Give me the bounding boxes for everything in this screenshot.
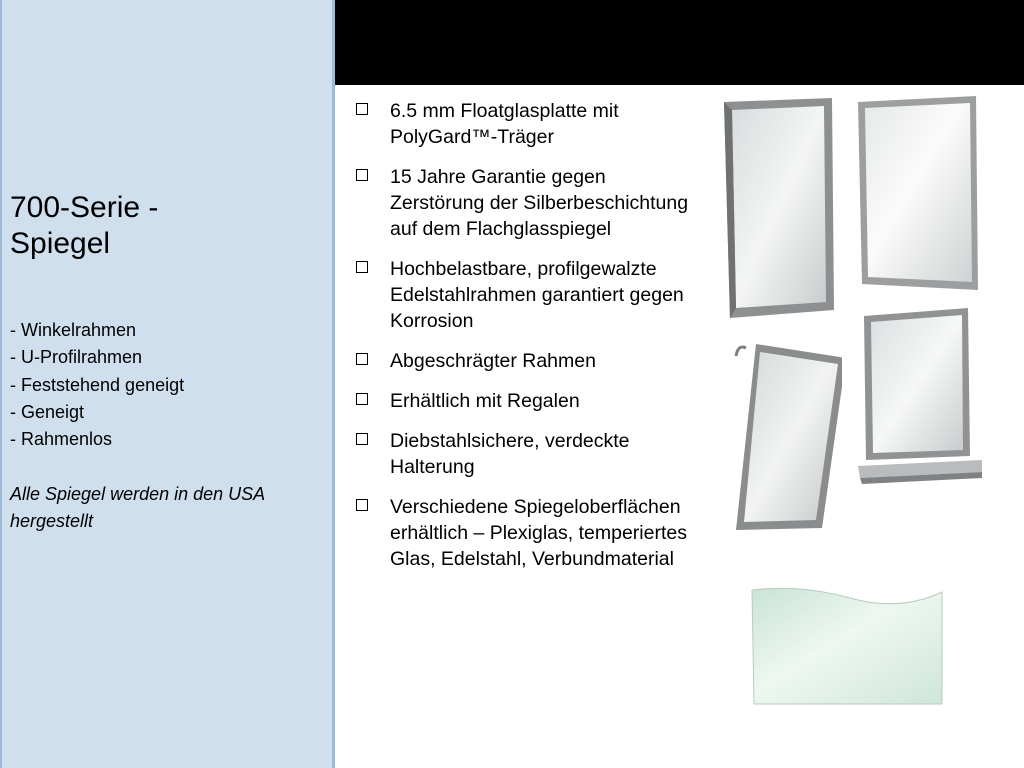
tilt-mirror-image <box>730 340 842 534</box>
channel-frame-mirror-image <box>856 96 982 296</box>
variant-item: - Geneigt <box>10 401 85 422</box>
page-title <box>10 190 310 262</box>
title-line-1: 700-Serie - <box>10 191 159 224</box>
feature-item <box>354 348 699 374</box>
feature-item <box>354 388 699 414</box>
feature-item <box>354 256 699 334</box>
title-line-2: Spiegel <box>10 227 111 260</box>
feature-text: 6.5 mm Floatglasplatte mit PolyGard™-Träger <box>390 100 619 148</box>
feature-text: Diebstahlsichere, verdeckte Halterung <box>390 430 630 478</box>
feature-text: Hochbelastbare, profilgewalzte Edelstahlrahmen garantiert gegen Korrosion <box>390 258 684 332</box>
sidebar-panel <box>0 0 335 768</box>
frameless-mirror-image <box>750 584 944 708</box>
feature-text: Erhältlich mit Regalen <box>390 390 580 412</box>
checkbox-bullet-icon <box>356 353 368 365</box>
feature-list <box>354 98 699 586</box>
checkbox-bullet-icon <box>356 433 368 445</box>
variant-item: - U-Profilrahmen <box>10 347 143 368</box>
variant-item: - Rahmenlos <box>10 429 113 450</box>
feature-text: 15 Jahre Garantie gegen Zerstörung der Silberbeschichtung auf dem Flachglasspiegel <box>390 166 689 240</box>
sidebar-left-edge <box>0 0 2 768</box>
variant-item: - Winkelrahmen <box>10 320 137 340</box>
checkbox-bullet-icon <box>356 261 368 273</box>
variant-item: - Feststehend geneigt <box>10 374 185 395</box>
feature-text: Verschiedene Spiegeloberflächen erhältlich – Plexiglas, temperiertes Glas, Edelstahl, Verbundmaterial <box>390 496 687 570</box>
checkbox-bullet-icon <box>356 499 368 511</box>
feature-item <box>354 98 699 150</box>
made-in-usa-note: Alle Spiegel werden in den USA hergestellt <box>10 484 265 531</box>
feature-item <box>354 164 699 242</box>
variant-list <box>10 317 184 453</box>
header-bar <box>335 0 1024 85</box>
checkbox-bullet-icon <box>356 393 368 405</box>
angle-frame-mirror-image <box>722 96 838 322</box>
feature-item <box>354 494 699 572</box>
mirror-with-shelf-image <box>858 306 984 486</box>
feature-item <box>354 428 699 480</box>
checkbox-bullet-icon <box>356 103 368 115</box>
checkbox-bullet-icon <box>356 169 368 181</box>
feature-text: Abgeschrägter Rahmen <box>390 350 596 372</box>
